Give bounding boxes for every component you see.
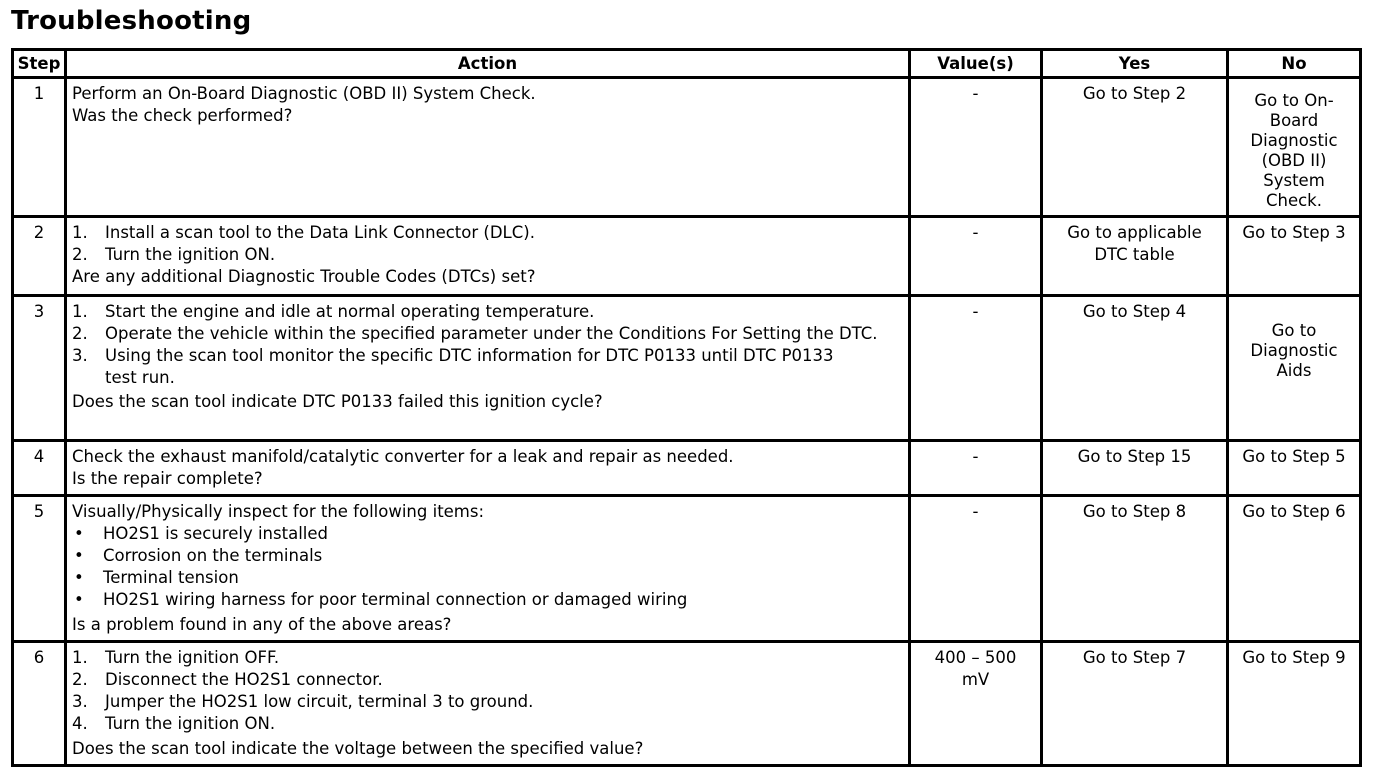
no-text: Go to Diagnostic Aids <box>1250 321 1338 380</box>
list-item: • HO2S1 wiring harness for poor terminal connection or damaged wiring <box>72 589 902 611</box>
value-cell: - <box>910 78 1042 217</box>
no-cell <box>1228 296 1361 441</box>
action-question: Is the repair complete? <box>72 469 263 488</box>
bullet-list <box>72 523 902 611</box>
numbered-list <box>72 647 902 735</box>
action-cell <box>66 296 910 441</box>
yes-text: Go to applicable DTC table <box>1067 223 1202 264</box>
step-number: 4 <box>13 441 66 496</box>
yes-cell: Go to Step 15 <box>1042 441 1228 496</box>
page-title: Troubleshooting <box>11 6 252 36</box>
value-cell: - <box>910 217 1042 296</box>
yes-cell: Go to Step 2 <box>1042 78 1228 217</box>
list-item: 3. Using the scan tool monitor the specific DTC information for DTC P0133 until DTC P0133 test run. <box>72 346 834 387</box>
action-question: Does the scan tool indicate the voltage between the specified value? <box>72 739 644 758</box>
yes-cell <box>1042 217 1228 296</box>
action-cell <box>66 217 910 296</box>
no-cell: Go to Step 9 <box>1228 642 1361 766</box>
no-cell <box>1228 78 1361 217</box>
header-action: Action <box>66 50 910 78</box>
action-question: Does the scan tool indicate DTC P0133 failed this ignition cycle? <box>72 392 603 411</box>
troubleshooting-table <box>11 48 1362 767</box>
list-item: 1. Install a scan tool to the Data Link Connector (DLC). <box>72 223 535 242</box>
action-text: Check the exhaust manifold/catalytic converter for a leak and repair as needed. <box>72 447 734 466</box>
action-question: Are any additional Diagnostic Trouble Codes (DTCs) set? <box>72 267 536 286</box>
step-number: 1 <box>13 78 66 217</box>
yes-cell: Go to Step 8 <box>1042 496 1228 642</box>
table-row <box>13 78 1361 217</box>
action-text: Perform an On-Board Diagnostic (OBD II) System Check. <box>72 84 536 103</box>
list-item: 1. Turn the ignition OFF. <box>72 648 280 667</box>
no-cell: Go to Step 6 <box>1228 496 1361 642</box>
list-item: • Corrosion on the terminals <box>72 545 902 567</box>
list-item: 2. Operate the vehicle within the specified parameter under the Conditions For Setting the DTC. <box>72 324 878 343</box>
action-cell <box>66 78 910 217</box>
action-cell <box>66 642 910 766</box>
header-step: Step <box>13 50 66 78</box>
list-item: 3. Jumper the HO2S1 low circuit, terminal 3 to ground. <box>72 692 534 711</box>
yes-cell: Go to Step 4 <box>1042 296 1228 441</box>
value-cell: - <box>910 296 1042 441</box>
action-cell <box>66 441 910 496</box>
no-cell: Go to Step 3 <box>1228 217 1361 296</box>
table-row <box>13 642 1361 766</box>
action-question: Was the check performed? <box>72 106 293 125</box>
numbered-list <box>72 222 902 266</box>
value-cell: - <box>910 441 1042 496</box>
header-no: No <box>1228 50 1361 78</box>
no-cell: Go to Step 5 <box>1228 441 1361 496</box>
value-cell <box>910 642 1042 766</box>
action-cell <box>66 496 910 642</box>
list-item: • Terminal tension <box>72 567 902 589</box>
action-intro: Visually/Physically inspect for the following items: <box>72 502 485 521</box>
action-question: Is a problem found in any of the above areas? <box>72 615 452 634</box>
header-yes: Yes <box>1042 50 1228 78</box>
table-row <box>13 217 1361 296</box>
table-row <box>13 296 1361 441</box>
table-row <box>13 496 1361 642</box>
list-item: 1. Start the engine and idle at normal operating temperature. <box>72 302 595 321</box>
yes-cell: Go to Step 7 <box>1042 642 1228 766</box>
list-item: 2. Turn the ignition ON. <box>72 245 276 264</box>
header-values: Value(s) <box>910 50 1042 78</box>
list-item: • HO2S1 is securely installed <box>72 523 902 545</box>
list-item: 4. Turn the ignition ON. <box>72 714 276 733</box>
header-row <box>13 50 1361 78</box>
step-number: 2 <box>13 217 66 296</box>
step-number: 5 <box>13 496 66 642</box>
list-item: 2. Disconnect the HO2S1 connector. <box>72 670 383 689</box>
numbered-list <box>72 301 902 389</box>
value-cell: - <box>910 496 1042 642</box>
step-number: 6 <box>13 642 66 766</box>
no-text: Go to On-Board Diagnostic (OBD II) System Check. <box>1250 91 1338 210</box>
step-number: 3 <box>13 296 66 441</box>
table-row <box>13 441 1361 496</box>
value-text: 400 – 500 mV <box>934 648 1017 689</box>
